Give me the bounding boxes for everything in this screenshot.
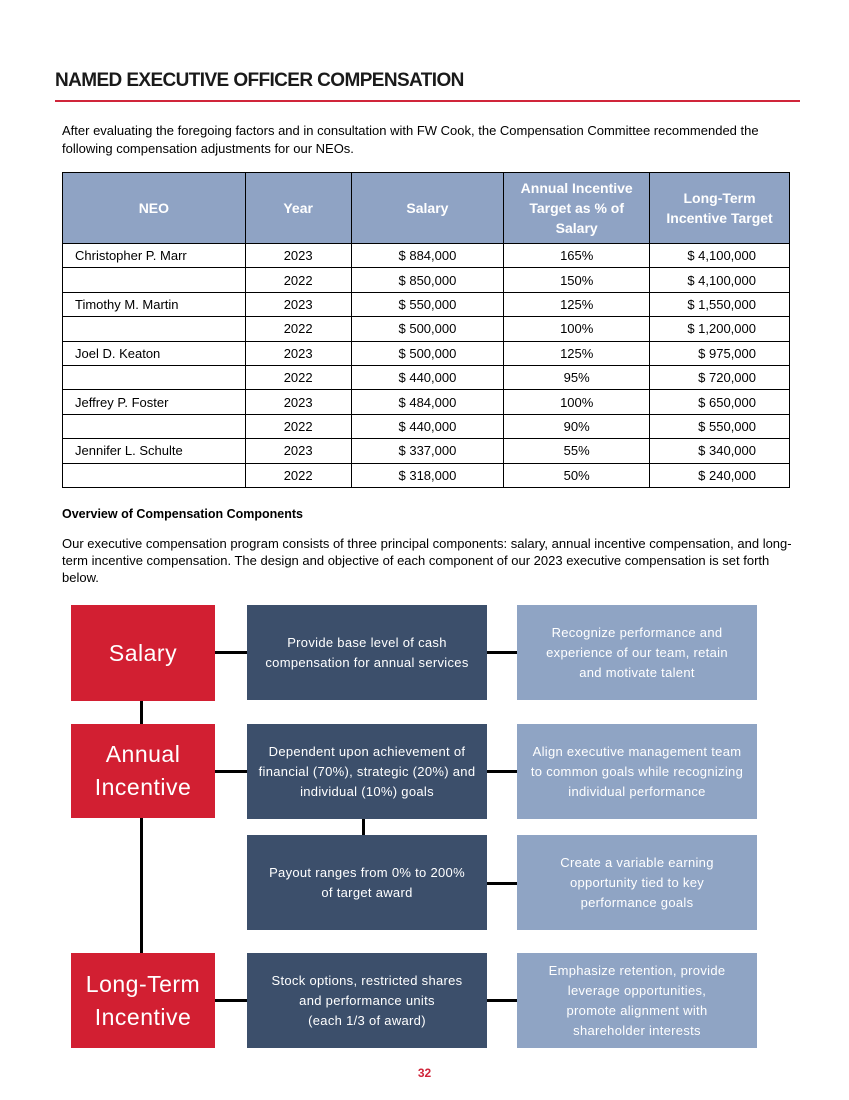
lti-label-line: Long-Term [85,970,201,997]
cell-neo [63,365,246,389]
lti-description-box [247,953,487,1048]
cell-year: 2022 [245,365,351,389]
cell-year: 2023 [245,341,351,365]
objective-line: promote alignment with [566,1002,708,1018]
lti-label-line: Incentive [94,1003,192,1030]
cell-year: 2022 [245,414,351,438]
cell-lti: $ 4,100,000 [650,268,790,292]
cell-annual-pct: 90% [504,414,650,438]
salary-component-box [71,605,215,701]
connector-line [214,999,248,1002]
connector-line [486,651,518,654]
salary-description-box [247,605,487,700]
title-divider [55,100,800,102]
cell-salary: $ 500,000 [351,341,504,365]
cell-year: 2023 [245,390,351,414]
table-row [63,341,790,365]
cell-year: 2023 [245,244,351,268]
cell-lti: $ 4,100,000 [650,244,790,268]
description-line: compensation for annual services [265,654,469,670]
cell-year: 2023 [245,439,351,463]
cell-annual-pct: 100% [504,390,650,414]
objective-line: opportunity tied to key [569,874,705,890]
annual-incentive-component-box [71,724,215,818]
compensation-table [62,172,790,488]
cell-salary: $ 337,000 [351,439,504,463]
connector-line [140,817,143,954]
overview-heading: Overview of Compensation Components [62,507,304,521]
cell-salary: $ 440,000 [351,414,504,438]
description-line: Provide base level of cash [287,634,447,650]
cell-neo [63,268,246,292]
connector-line [362,818,365,835]
payout-description-box [247,835,487,930]
table-row [63,414,790,438]
objective-line: individual performance [568,783,706,799]
page-number: 32 [417,1066,432,1080]
cell-lti: $ 720,000 [650,365,790,389]
annual-incentive-label-line: Incentive [94,774,192,800]
col-header-annual-incentive: Annual Incentive Target as % of Salary [504,173,650,244]
cell-annual-pct: 150% [504,268,650,292]
cell-year: 2022 [245,317,351,341]
long-term-incentive-component-box [71,953,215,1048]
cell-lti: $ 650,000 [650,390,790,414]
connector-line [140,700,143,725]
cell-neo: Timothy M. Martin [63,292,246,316]
cell-salary: $ 550,000 [351,292,504,316]
description-line: individual (10%) goals [300,783,434,799]
col-header-lti-target: Long-Term Incentive Target [650,173,790,244]
col-header-year: Year [245,173,351,244]
cell-neo: Jeffrey P. Foster [63,390,246,414]
connector-line [214,770,248,773]
cell-annual-pct: 55% [504,439,650,463]
cell-year: 2023 [245,292,351,316]
cell-annual-pct: 125% [504,292,650,316]
description-line: financial (70%), strategic (20%) and [258,763,476,779]
objective-line: performance goals [580,894,694,910]
table-row [63,268,790,292]
cell-salary: $ 484,000 [351,390,504,414]
table-row [63,292,790,316]
description-line: Payout ranges from 0% to 200% [269,864,465,880]
cell-annual-pct: 165% [504,244,650,268]
description-line: (each 1/3 of award) [308,1012,426,1028]
cell-salary: $ 318,000 [351,463,504,487]
page-title: NAMED EXECUTIVE OFFICER COMPENSATION [55,70,464,91]
description-line: of target award [321,884,413,900]
table-row [63,317,790,341]
cell-salary: $ 440,000 [351,365,504,389]
objective-line: shareholder interests [573,1022,701,1038]
col-header-salary: Salary [351,173,504,244]
cell-salary: $ 884,000 [351,244,504,268]
connector-line [214,651,248,654]
cell-neo [63,414,246,438]
cell-year: 2022 [245,268,351,292]
col-header-neo: NEO [63,173,246,244]
table-header-row [63,173,790,244]
cell-annual-pct: 125% [504,341,650,365]
cell-lti: $ 975,000 [650,341,790,365]
cell-year: 2022 [245,463,351,487]
table-row [63,365,790,389]
objective-line: Recognize performance and [551,624,723,640]
cell-lti: $ 240,000 [650,463,790,487]
cell-lti: $ 1,200,000 [650,317,790,341]
annual-objective-box [517,724,757,819]
salary-objective-box [517,605,757,700]
payout-objective-box [517,835,757,930]
objective-line: to common goals while recognizing [530,763,744,779]
table-row [63,463,790,487]
annual-description-box [247,724,487,819]
objective-line: and motivate talent [579,664,695,680]
cell-annual-pct: 100% [504,317,650,341]
objective-line: Create a variable earning [560,854,714,870]
description-line: Stock options, restricted shares [271,972,463,988]
connector-line [486,882,518,885]
objective-line: experience of our team, retain [546,644,728,660]
cell-neo: Christopher P. Marr [63,244,246,268]
cell-neo: Joel D. Keaton [63,341,246,365]
objective-line: Emphasize retention, provide [548,962,726,978]
cell-lti: $ 1,550,000 [650,292,790,316]
cell-annual-pct: 50% [504,463,650,487]
connector-line [486,770,518,773]
table-row [63,390,790,414]
overview-paragraph: Our executive compensation program consists of three principal components: salary, annual incentive compensation, and long-term incentive compensation. The design and objective of each component of our 2023 executive compensation is set forth below. [62,536,792,585]
cell-neo [63,463,246,487]
lti-objective-box [517,953,757,1048]
table-row [63,439,790,463]
description-line: and performance units [299,992,435,1008]
cell-salary: $ 850,000 [351,268,504,292]
connector-line [486,999,518,1002]
cell-neo [63,317,246,341]
cell-lti: $ 340,000 [650,439,790,463]
cell-neo: Jennifer L. Schulte [63,439,246,463]
intro-paragraph: After evaluating the foregoing factors and in consultation with FW Cook, the Compensation Committee recommended the following compensation adjustments for our NEOs. [62,123,759,156]
table-row [63,244,790,268]
cell-salary: $ 500,000 [351,317,504,341]
cell-annual-pct: 95% [504,365,650,389]
cell-lti: $ 550,000 [650,414,790,438]
annual-incentive-label-line: Annual [105,741,181,767]
description-line: Dependent upon achievement of [268,743,466,759]
objective-line: Align executive management team [532,743,742,759]
salary-label: Salary [108,639,178,666]
objective-line: leverage opportunities, [567,982,707,998]
